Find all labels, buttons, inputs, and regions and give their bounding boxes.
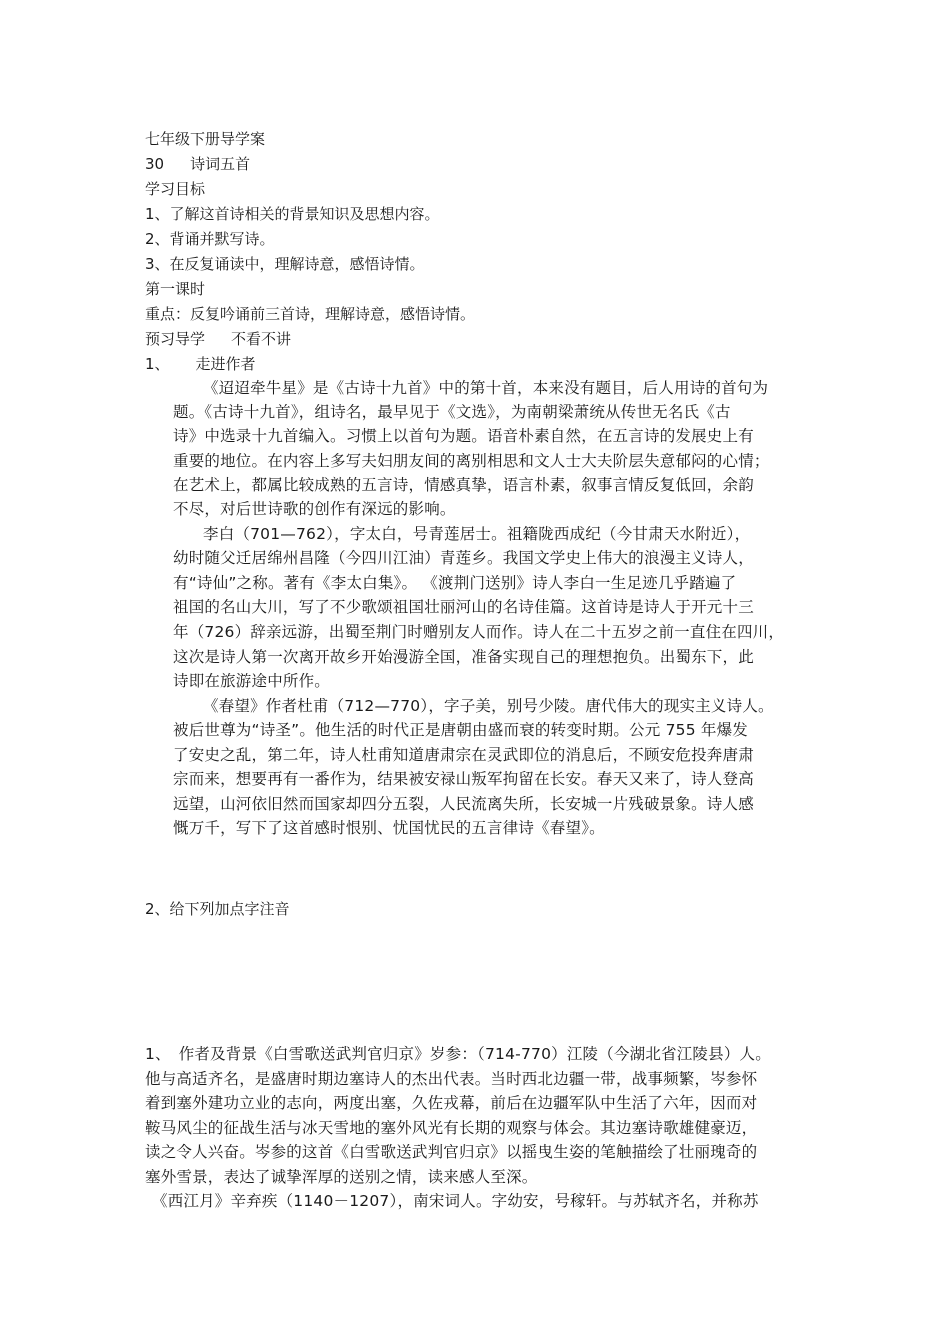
section-title: 走进作者 [195,355,256,373]
paragraph-line: 《春望》作者杜甫（712—770），字子美，别号少陵。唐代伟大的现实主义诗人。 [203,697,774,715]
section-heading-pinyin: 2、给下列加点字注音 [145,900,290,918]
paragraph-line: 宗而来，想要再有一番作为，结果被安禄山叛军拘留在长安。春天又来了，诗人登高 [173,770,754,788]
paragraph-line: 年（726）辞亲远游，出蜀至荆门时赠别友人而作。诗人在二十五岁之前一直住在四川， [173,623,785,641]
paragraph-line: 被后世尊为“诗圣”。他生活的时代正是唐朝由盛而衰的转变时期。公元 755 年爆发 [173,721,749,739]
paragraph-line: 远望，山河依旧然而国家却四分五裂，人民流离失所，长安城一片残破景象。诗人感 [173,795,754,813]
paragraph-line: 慨万千，写下了这首感时恨别、忧国忧民的五言律诗《春望》。 [173,819,605,837]
paragraph-line: 了安史之乱，第二年，诗人杜甫知道唐肃宗在灵武即位的消息后，不顾安危投奔唐肃 [173,746,754,764]
lesson-period-heading: 第一课时 [145,280,206,298]
document-title: 七年级下册导学案 [145,130,266,148]
paragraph-line: 1、 作者及背景《白雪歌送武判官归京》岁参：（714-770）江陵（今湖北省江陵县）人。 [145,1045,771,1063]
preview-label: 预习导学 [145,330,206,348]
paragraph-line: 李白（701—762），字太白，号青莲居士。祖籍陇西成纪（今甘肃天水附近）， [203,525,751,543]
paragraph-line: 诗》中选录十九首编入。习惯上以首句为题。语音朴素自然，在五言诗的发展史上有 [173,427,754,445]
objective-item: 2、背诵并默写诗。 [145,230,275,248]
section-number: 1、 [145,355,170,373]
paragraph-line: 这次是诗人第一次离开故乡开始漫游全国，准备实现自己的理想抱负。出蜀东下，此 [173,648,754,666]
paragraph-line: 着到塞外建功立业的志向，两度出塞，久佐戎幕，前后在边疆军队中生活了六年，因而对 [145,1094,758,1112]
paragraph-line: 《西江月》辛弃疾（1140－1207），南宋词人。字幼安，号稼轩。与苏轼齐名，并称苏 [152,1192,759,1210]
paragraph-line: 读之令人兴奋。岑参的这首《白雪歌送武判官归京》以摇曳生姿的笔触描绘了壮丽瑰奇的 [145,1143,758,1161]
paragraph-line: 诗即在旅游途中所作。 [173,672,331,690]
section-heading-author [145,354,256,374]
objective-item: 1、了解这首诗相关的背景知识及思想内容。 [145,205,440,223]
lesson-heading [145,154,250,174]
paragraph-line: 塞外雪景，表达了诚挚浑厚的送别之情，读来感人至深。 [145,1168,538,1186]
paragraph-line: 幼时随父迁居绵州昌隆（今四川江油）青莲乡。我国文学史上伟大的浪漫主义诗人， [173,549,754,567]
paragraph-line: 重要的地位。在内容上多写夫妇朋友间的离别相思和文人士大夫阶层失意郁闷的心情； [173,452,770,470]
paragraph-line: 鞍马风尘的征战生活与冰天雪地的塞外风光有长期的观察与体会。其边塞诗歌雄健豪迈， [145,1119,758,1137]
preview-note: 不看不讲 [231,330,292,348]
paragraph-line: 在艺术上，都属比较成熟的五言诗，情感真挚，语言朴素，叙事言情反复低回，余韵 [173,476,754,494]
objectives-heading: 学习目标 [145,180,206,198]
lesson-title: 诗词五首 [190,155,251,173]
paragraph-line: 《迢迢牵牛星》是《古诗十九首》中的第十首，本来没有题目，后人用诗的首句为 [203,379,769,397]
objective-item: 3、在反复诵读中，理解诗意，感悟诗情。 [145,255,425,273]
paragraph-line: 祖国的名山大川，写了不少歌颂祖国壮丽河山的名诗佳篇。这首诗是诗人于开元十三 [173,598,754,616]
lesson-number: 30 [145,155,165,173]
paragraph-line: 有“诗仙”之称。著有《李太白集》。 《渡荆门送别》诗人李白一生足迹几乎踏遍了 [173,574,737,592]
focus-text: 重点：反复吟诵前三首诗，理解诗意，感悟诗情。 [145,305,476,323]
preview-heading [145,329,291,349]
paragraph-line: 题。《古诗十九首》，组诗名，最早见于《文选》，为南朝梁萧统从传世无名氏《古 [173,403,731,421]
paragraph-line: 不尽，对后世诗歌的创作有深远的影响。 [173,500,456,518]
paragraph-line: 他与高适齐名，是盛唐时期边塞诗人的杰出代表。当时西北边疆一带，战事频繁，岑参怀 [145,1070,758,1088]
